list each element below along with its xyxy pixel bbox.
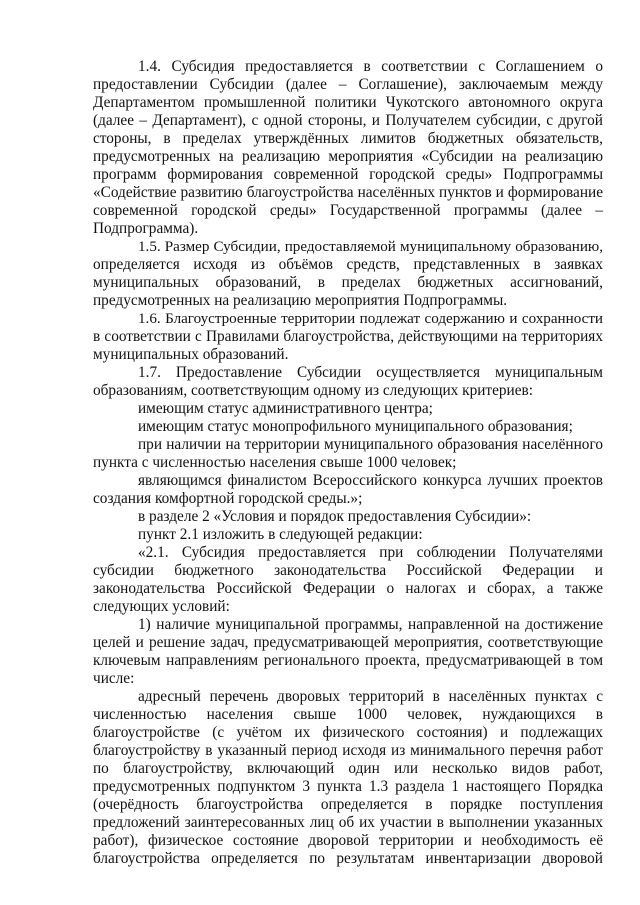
text-line: 1.7. Предоставление Субсидии осуществляется муниципальным: [138, 364, 603, 381]
text-line: программ формирования современной городской среды» Подпрограммы: [93, 166, 603, 183]
text-line: Департаментом промышленной политики Чукотского автономного округа: [93, 94, 603, 111]
text-line: законодательства Российской Федерации о налогах и сборах, а также: [93, 580, 603, 597]
text-line: предусмотренных подпунктом 3 пункта 1.3 раздела 1 настоящего Порядка: [93, 778, 603, 795]
text-line: числе:: [93, 670, 135, 687]
text-line: предложений заинтересованных лиц об их участии в выполнении указанных: [93, 814, 603, 831]
text-line: являющимся финалистом Всероссийского конкурса лучших проектов: [138, 472, 603, 489]
text-line: Подпрограмма).: [93, 220, 199, 237]
text-line: по благоустройству, включающий один или несколько видов работ,: [93, 760, 603, 777]
text-line: создания комфортной городской среды.»;: [93, 490, 363, 507]
text-line: следующих условий:: [93, 598, 230, 615]
text-line: субсидии бюджетного законодательства Российской Федерации и: [93, 562, 603, 579]
text-line: предусмотренных на реализацию мероприятия Подпрограммы.: [93, 292, 508, 309]
text-line: (далее – Департамент), с одной стороны, и Получателем субсидии, с другой: [93, 112, 603, 129]
text-line: благоустройстве (с учётом их физического состояния) и подлежащих: [93, 724, 603, 741]
text-line: муниципальных образований, в пределах бюджетных ассигнований,: [93, 274, 603, 291]
text-line: благоустройству в указанный период исходя из минимального перечня работ: [93, 742, 603, 759]
text-line: 1.6. Благоустроенные территории подлежат содержанию и сохранности: [138, 311, 603, 327]
text-line: современной городской среды» Государственной программы (далее –: [93, 202, 603, 219]
text-line: имеющим статус административного центра;: [138, 400, 433, 417]
text-line: 1.4. Субсидия предоставляется в соответствии с Соглашением о: [138, 58, 603, 75]
text-line: численностью населения свыше 1000 человек, нуждающихся в: [93, 706, 603, 723]
text-line: пункта с численностью населения свыше 1000 человек;: [93, 454, 457, 471]
text-line: благоустройства определяется по результатам инвентаризации дворовой: [93, 850, 603, 867]
text-line: стороны, в пределах утверждённых лимитов бюджетных обязательств,: [93, 130, 603, 147]
text-line: пункт 2.1 изложить в следующей редакции:: [138, 526, 423, 543]
text-line: ключевым направлениям регионального проекта, предусматривающей в том: [93, 652, 603, 669]
text-line: муниципальных образований.: [93, 346, 289, 363]
text-line: работ), физическое состояние дворовой территории и необходимость её: [93, 832, 603, 849]
text-line: предусмотренных на реализацию мероприятия «Субсидии на реализацию: [93, 148, 603, 165]
text-line: имеющим статус монопрофильного муниципального образования;: [138, 418, 573, 435]
text-line: образованиям, соответствующим одному из следующих критериев:: [93, 382, 533, 399]
text-line: целей и решение задач, предусматривающей мероприятия, соответствующие: [93, 634, 603, 651]
text-line: адресный перечень дворовых территорий в населённых пунктах с: [138, 688, 603, 705]
text-line: 1.5. Размер Субсидии, предоставляемой муниципальному образованию,: [138, 239, 603, 255]
text-line: определяется исходя из объёмов средств, представленных в заявках: [93, 256, 603, 273]
text-line: «Содействие развитию благоустройства населённых пунктов и формирование: [93, 184, 603, 201]
text-line: предоставлении Субсидии (далее – Соглашение), заключаемым между: [93, 76, 603, 93]
text-line: при наличии на территории муниципального образования населённого: [138, 436, 603, 453]
text-line: 1) наличие муниципальной программы, направленной на достижение: [138, 616, 603, 633]
text-line: в соответствии с Правилами благоустройства, действующими на территориях: [93, 328, 603, 345]
text-line: (очерёдность благоустройства определяется в порядке поступления: [93, 796, 603, 813]
text-line: «2.1. Субсидия предоставляется при соблюдении Получателями: [138, 544, 603, 561]
text-line: в разделе 2 «Условия и порядок предоставления Субсидии»:: [138, 508, 532, 525]
